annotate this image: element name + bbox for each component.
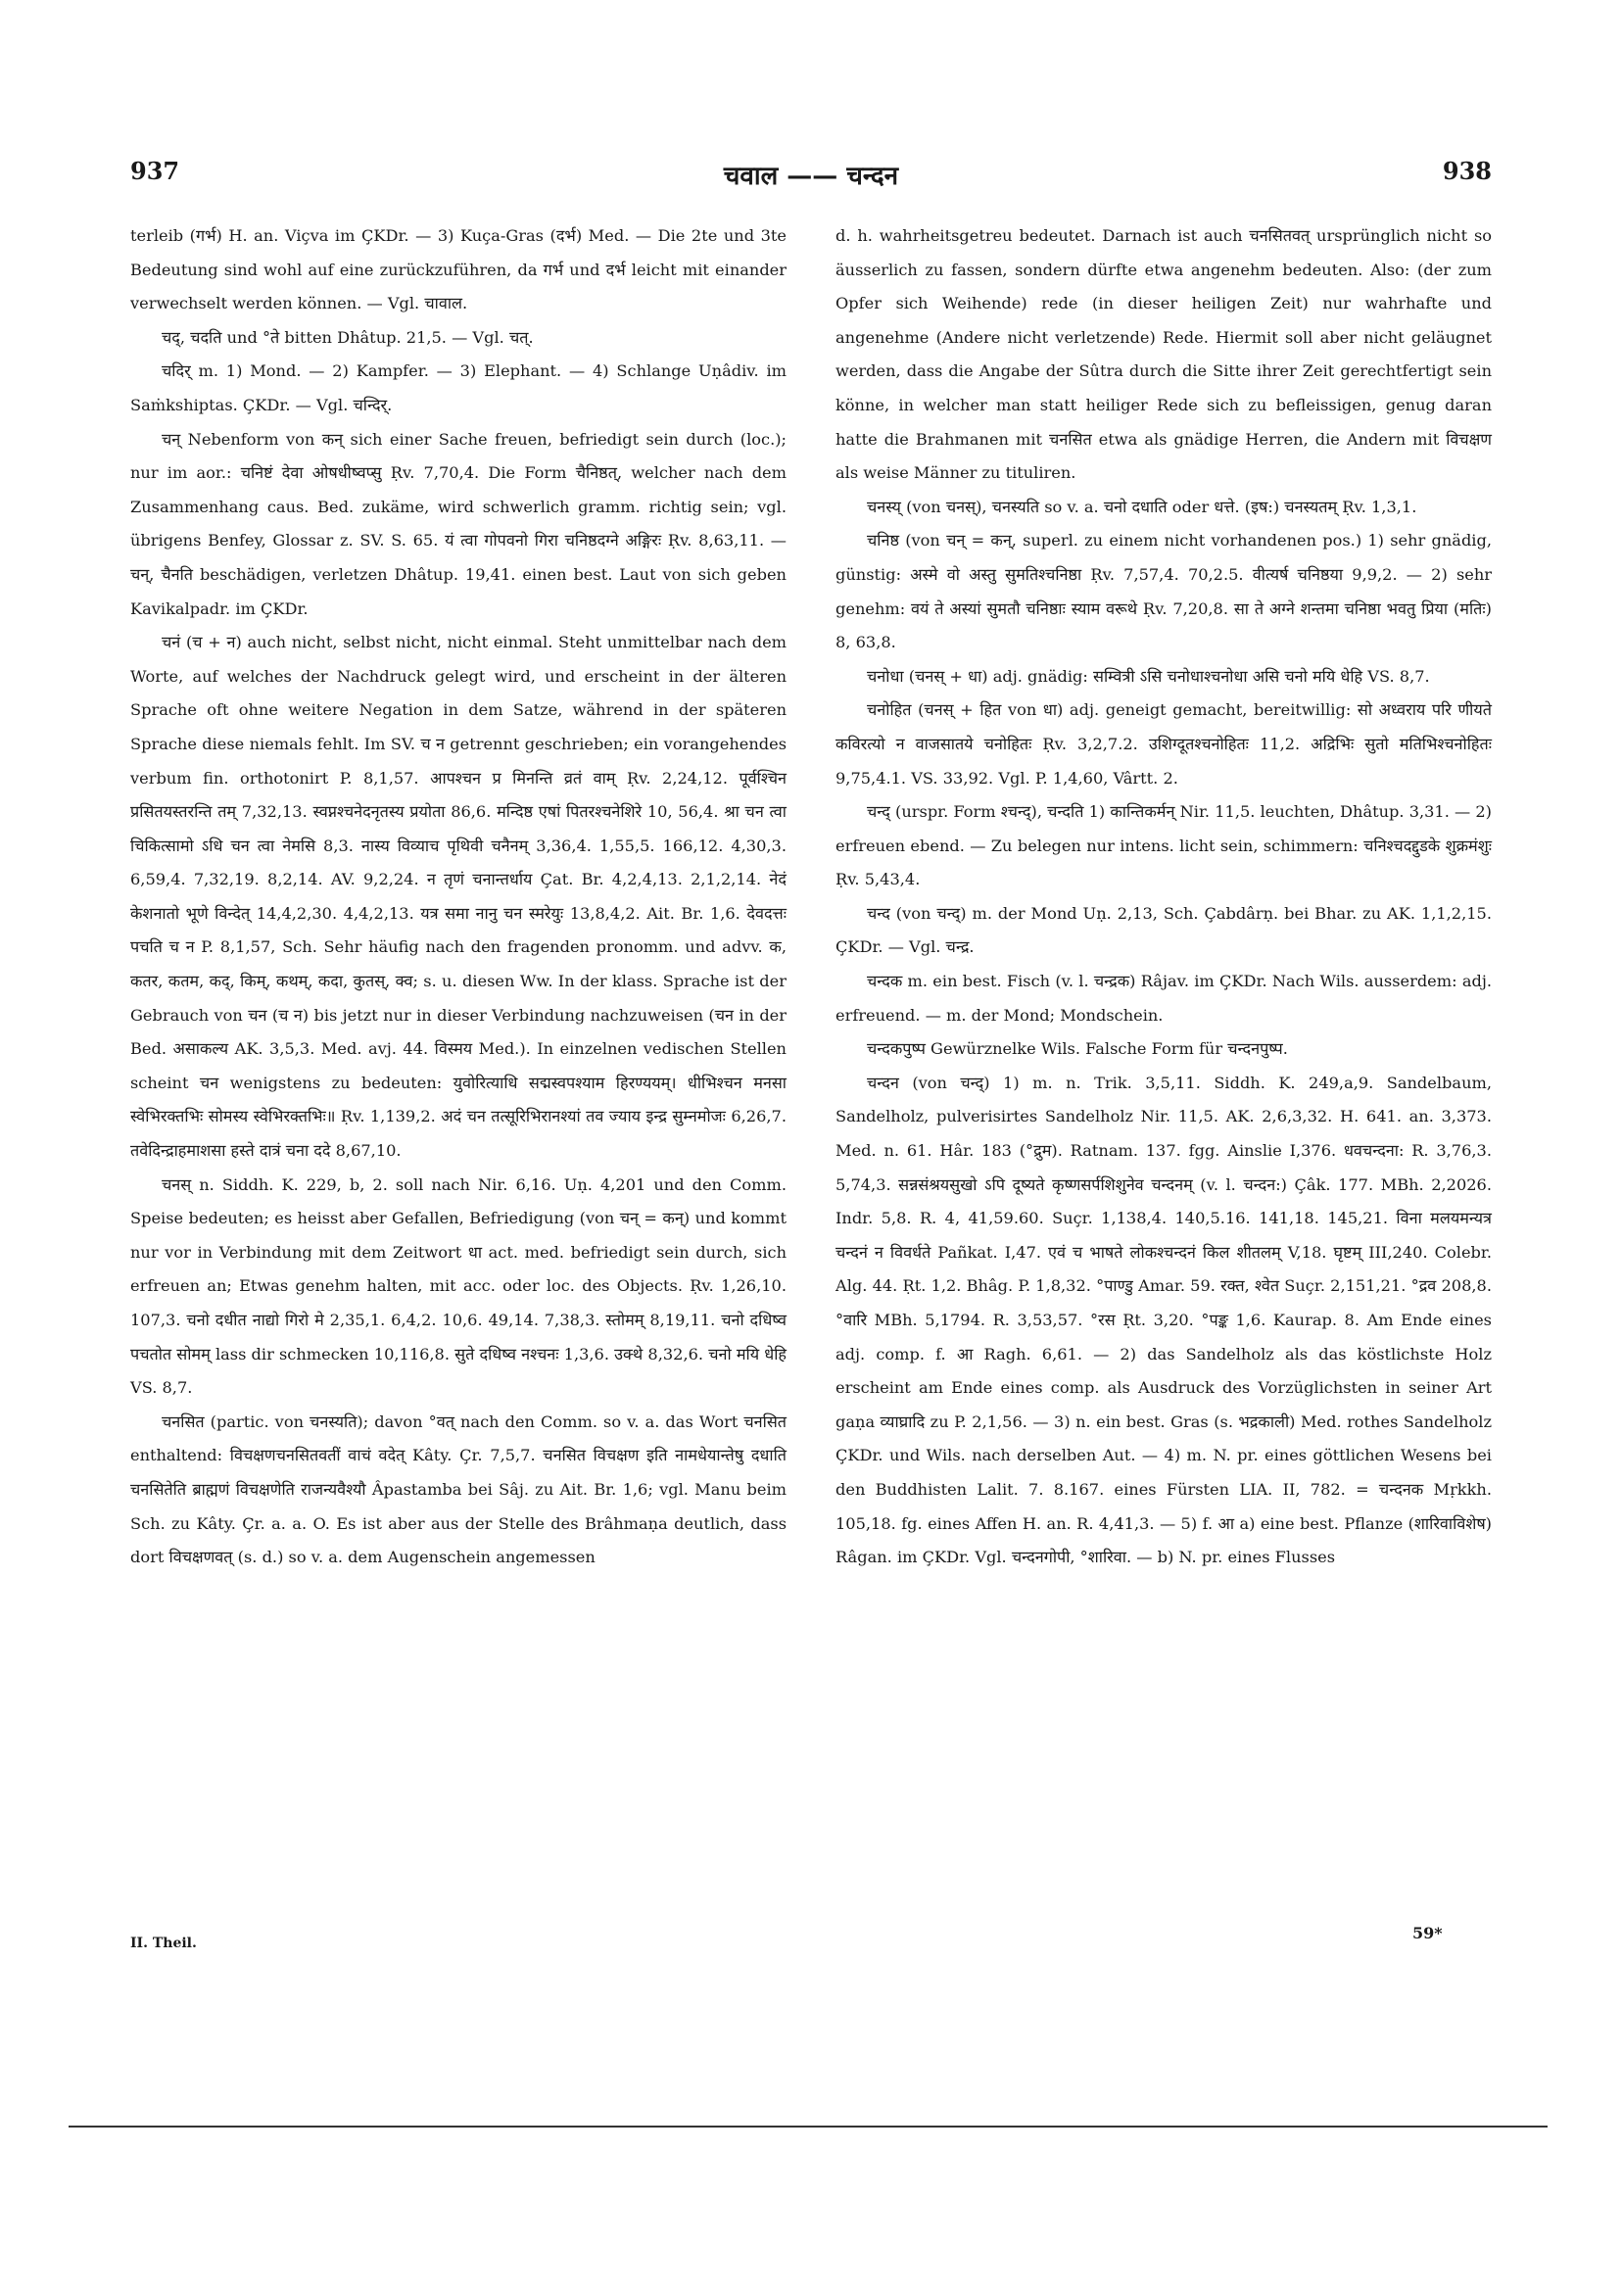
entry-chand-verb: चन्द् (urspr. Form श्चन्द्), चन्दति 1) कान्तिकर्मन् Nir. 11,5. leuchten, Dhâtup. 3,31. — 2) erfreuen ebend. — Zu belegen nur intens. licht sein, schimmern: चनिश्चदद्दुडके शुक्रमंशुः Ṛv. 5,43,4. <box>835 802 1492 889</box>
entry-continuation: terleib (गर्भ) H. an. Viçva im ÇKDr. — 3) Kuça-Gras (दर्भ) Med. — Die 2te und 3te Bedeutung sind wohl auf eine zurückzuführen, da गर्भ und दर्भ leicht mit einander verwechselt werden können. — Vgl. चावाल. <box>130 226 787 313</box>
entry-chadir: चदिर् m. 1) Mond. — 2) Kampfer. — 3) Elephant. — 4) Schlange Uṇâdiv. im Saṁkshiptas. ÇKDr. — Vgl. चन्दिर्. <box>130 361 787 414</box>
volume-note: II. Theil. <box>130 1936 197 1951</box>
signature-mark: 59* <box>1412 1924 1443 1942</box>
entry-chanasita: चनसित (partic. von चनस्यति); davon °वत् nach den Comm. so v. a. das Wort चनसित enthaltend: विचक्षणचनसितवतीं वाचं वदेत् Kâty. Çr. 7,5,7. चनसित विचक्षण इति नामधेयान्तेषु दधाति चनसितेति ब्राह्मणं विचक्षणेति राजन्यवैश्यौ Âpastamba bei Sâj. zu Ait. Br. 1,6; vgl. Manu beim Sch. zu Kâty. Çr. a. a. O. Es ist aber aus der Stelle des Brâhmaṇa deutlich, dass dort विचक्षणवत् (s. d.) so v. a. dem Augenschein angemessen <box>130 1411 787 1567</box>
entry-continuation-right: d. h. wahrheitsgetreu bedeutet. Darnach ist auch चनसितवत् ursprünglich nicht so äusserlich zu fassen, sondern dürfte etwa angenehm bedeuten. Also: (der zum Opfer sich Weihende) rede (in dieser heiligen Zeit) nur wahrhafte und angenehme (Andere nicht verletzende) Rede. Hiermit soll aber nicht geläugnet werden, dass die Angabe der Sûtra durch die Sitte ihrer Zeit gerechtfertigt sein könne, in welcher man statt heiliger Rede sich zu befleissigen, genug daran hatte die Brahmanen mit चनसित etwa als gnädige Herren, die Andern mit विचक्षण als weise Männer zu tituliren. <box>835 226 1492 483</box>
entry-chandakapushpa: चन्दकपुष्प Gewürznelke Wils. Falsche Form für चन्दनपुष्प. <box>867 1039 1288 1059</box>
entry-chanodha: चनोधा (चनस् + धा) adj. gnädig: सम्वित्री ऽसि चनोधाश्चनोधा असि चनो मयि धेहि VS. 8,7. <box>867 666 1430 686</box>
entry-chanda: चन्द (von चन्द्) m. der Mond Uṇ. 2,13, Sch. Çabdârṇ. bei Bhar. zu AK. 1,1,2,15. ÇKDr. — Vgl. चन्द्र. <box>835 903 1492 957</box>
running-title: चवाल —— चन्दन <box>723 162 899 191</box>
entry-chandaka: चन्दक m. ein best. Fisch (v. l. चन्द्रक) Râjav. im ÇKDr. Nach Wils. ausserdem: adj. erfreuend. — m. der Mond; Mondschein. <box>835 972 1492 1025</box>
page-header <box>130 157 1492 196</box>
left-column <box>130 219 787 1575</box>
entry-chanishtha: चनिष्ठ (von चन् = कन्, superl. zu einem nicht vorhandenen pos.) 1) sehr gnädig, günstig: अस्मे वो अस्तु सुमतिश्चनिष्ठा Ṛv. 7,57,4. 70,2.5. वीत्यर्ष चनिष्ठया 9,9,2. — 2) sehr genehm: वयं ते अस्यां सुमतौ चनिष्ठाः स्याम वरूथे Ṛv. 7,20,8. सा ते अग्ने शन्तमा चनिष्ठा भवतु प्रिया (मतिः) 8, 63,8. <box>835 531 1492 652</box>
entry-chana: चनं (च + न) auch nicht, selbst nicht, nicht einmal. Steht unmittelbar nach dem Worte, auf welches der Nachdruck gelegt wird, und erscheint in der älteren Sprache oft ohne weitere Negation in dem Satze, während in der späteren Sprache diese niemals fehlt. Im SV. च न getrennt geschrieben; ein vorangehendes verbum fin. orthotonirt P. 8,1,57. आपश्चन प्र मिनन्ति व्रतं वाम् Ṛv. 2,24,12. पूर्वश्चिन प्रसितयस्तरन्ति तम् 7,32,13. स्वप्नश्चनेदनृतस्य प्रयोता 86,6. मन्दिष्ठ एषां पितरश्चनेशिरे 10, 56,4. श्रा चन त्वा चिकित्सामो ऽधि चन त्वा नेमसि 8,3. नास्य विव्याच पृथिवी चनैनम् 3,36,4. 1,55,5. 166,12. 4,30,3. 6,59,4. 7,32,19. 8,2,14. AV. 9,2,24. न तृणं चनान्तर्धाय Çat. Br. 4,2,4,13. 2,1,2,14. नेदं केशनातो भूणे विन्देत् 14,4,2,30. 4,4,2,13. यत्र समा नानु चन स्मरेयुः 13,8,4,2. Ait. Br. 1,6. देवदत्तः पचति च न P. 8,1,57, Sch. Sehr häufig nach den fragenden pronomm. und advv. क, कतर, कतम, कद्, किम्, कथम्, कदा, कुतस्, क्व; s. u. diesen Ww. In der klass. Sprache ist der Gebrauch von चन (च न) bis jetzt nur in dieser Verbindung nachzuweisen (चन in der Bed. असाकल्य AK. 3,5,3. Med. avj. 44. विस्मय Med.). In einzelnen vedischen Stellen scheint चन wenigstens zu bedeuten: युवोरित्याधि सद्मस्वपश्याम हिरण्ययम्। धीभिश्चन मनसा स्वेभिरक्तभिः सोमस्य स्वेभिरक्तभिः॥ Ṛv. 1,139,2. अदं चन तत्सूरिभिरानश्यां तव ज्याय इन्द्र सुम्नमोजः 6,26,7. तवेदिन्द्राहमाशसा हस्ते दात्रं चना ददे 8,67,10. <box>130 633 787 1161</box>
entry-chandana: चन्दन (von चन्द्) 1) m. n. Trik. 3,5,11. Siddh. K. 249,a,9. Sandelbaum, Sandelholz, pulverisirtes Sandelholz Nir. 11,5. AK. 2,6,3,32. H. 641. an. 3,373. Med. n. 61. Hâr. 183 (°द्रुम). Ratnam. 137. fgg. Ainslie I,376. धवचन्दना: R. 3,76,3. 5,74,3. सन्नसंश्रयसुखो ऽपि दूष्यते कृष्णसर्पशिशुनेव चन्दनम् (v. l. चन्दन:) Çâk. 177. MBh. 2,2026. Indr. 5,8. R. 4, 41,59.60. Suçr. 1,138,4. 140,5.16. 141,18. 145,21. विना मलयमन्यत्र चन्दनं न विवर्धते Pañkat. I,47. एवं च भाषते लोकश्चन्दनं किल शीतलम् V,18. घृष्टम् III,240. Colebr. Alg. 44. Ṛt. 1,2. Bhâg. P. 1,8,32. °पाण्डु Amar. 59. रक्त, श्वेत Suçr. 2,151,21. °द्रव 208,8. °वारि MBh. 5,1794. R. 3,53,57. °रस Ṛt. 3,20. °पङ्क 1,6. Kaurap. 8. Am Ende eines adj. comp. f. आ Ragh. 6,61. — 2) das Sandelholz als das köstlichste Holz erscheint am Ende eines comp. als Ausdruck des Vorzüglichsten in seiner Art gaṇa व्याघ्रादि zu P. 2,1,56. — 3) n. ein best. Gras (s. भद्रकाली) Med. rothes Sandelholz ÇKDr. und Wils. nach derselben Aut. — 4) m. N. pr. eines göttlichen Wesens bei den Buddhisten Lalit. 7. 8.167. eines Fürsten LIA. II, 782. = चन्दनक Mṛkkh. 105,18. fg. eines Affen H. an. R. 4,41,3. — 5) f. आ a) eine best. Pflanze (शारिवाविशेष) Râgan. im ÇKDr. Vgl. चन्दनगोपी, °शारिवा. — b) N. pr. eines Flusses <box>835 1073 1492 1567</box>
page-number-right: 938 <box>1442 157 1492 185</box>
entry-chanohita: चनोहित (चनस् + हित von धा) adj. geneigt gemacht, bereitwillig: सो अध्वराय परि णीयते कविरत्यो न वाजसातये चनोहितः Ṛv. 3,2,7.2. उशिग्दूतश्चनोहितः 11,2. अद्रिभिः सुतो मतिभिश्चनोहितः 9,75,4.1. VS. 33,92. Vgl. P. 1,4,60, Vârtt. 2. <box>835 700 1492 788</box>
entry-chanasy: चनस्य् (von चनस्), चनस्यति so v. a. चनो दधाति oder धत्ते. (इष:) चनस्यतम् Ṛv. 1,3,1. <box>867 497 1417 516</box>
entry-chan: चन् Nebenform von कन् sich einer Sache freuen, befriedigt sein durch (loc.); nur im aor.: चनिष्टं देवा ओषधीष्वप्सु Ṛv. 7,70,4. Die Form चैनिष्ठत्, welcher nach dem Zusammenhang caus. Bed. zukäme, wird schwerlich gramm. richtig sein; vgl. übrigens Benfey, Glossar z. SV. S. 65. यं त्वा गोपवनो गिरा चनिष्ठदग्ने अङ्गिरः Ṛv. 8,63,11. — चन्, चैनति beschädigen, verletzen Dhâtup. 19,41. einen best. Laut von sich geben Kavikalpadr. im ÇKDr. <box>130 429 787 618</box>
page-number-left: 937 <box>130 157 180 185</box>
right-column <box>835 219 1492 1575</box>
entry-chad: चद्, चदति und °ते bitten Dhâtup. 21,5. — Vgl. चत्. <box>162 327 534 347</box>
bottom-rule <box>69 2126 1548 2128</box>
entry-chanas: चनस् n. Siddh. K. 229, b, 2. soll nach Nir. 6,16. Uṇ. 4,201 und den Comm. Speise bedeuten; es heisst aber Gefallen, Befriedigung (von चन् = कन्) und kommt nur vor in Verbindung mit dem Zeitwort धा act. med. befriedigt sein durch, sich erfreuen an; Etwas genehm halten, mit acc. oder loc. des Objects. Ṛv. 1,26,10. 107,3. चनो दधीत नाद्यो गिरो मे 2,35,1. 6,4,2. 10,6. 49,14. 7,38,3. स्तोमम् 8,19,11. चनो दधिष्व पचतोत सोमम् lass dir schmecken 10,116,8. सुते दधिष्व नश्चनः 1,3,6. उक्थे 8,32,6. चनो मयि धेहि VS. 8,7. <box>130 1174 787 1398</box>
